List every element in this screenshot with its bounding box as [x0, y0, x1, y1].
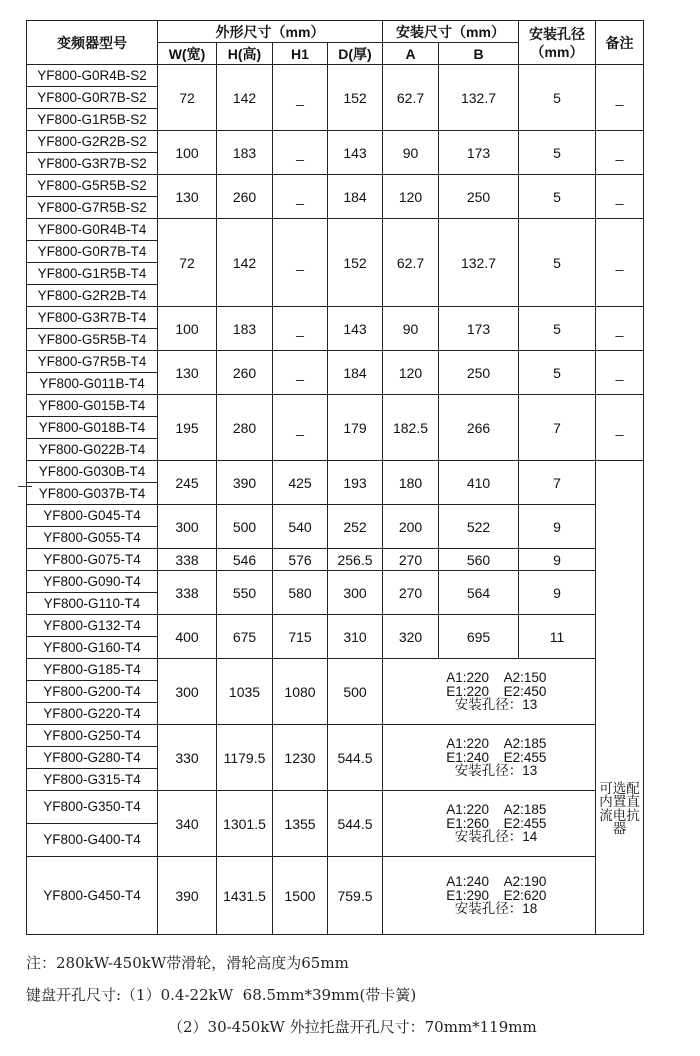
install-a-cell: 62.7: [383, 65, 439, 131]
remark-cell: _: [596, 307, 644, 351]
dim-h1-cell: 540: [273, 505, 328, 549]
model-cell: YF800-G250-T4: [27, 725, 158, 747]
model-cell: YF800-G185-T4: [27, 659, 158, 681]
table-row: [27, 461, 644, 483]
install-b-cell: 132.7: [439, 219, 519, 307]
hole-diameter-cell: 9: [519, 549, 596, 571]
header-a: A: [383, 43, 439, 65]
dim-w-cell: 340: [158, 791, 217, 857]
remark-cell: _: [596, 395, 644, 461]
dimensions-table: [26, 20, 644, 935]
hole-diameter-cell: 7: [519, 395, 596, 461]
table-row: [27, 219, 644, 241]
mount-hole: 安装孔径：18: [454, 901, 538, 917]
model-cell: YF800-G022B-T4: [27, 439, 158, 461]
model-cell: YF800-G090-T4: [27, 571, 158, 593]
dim-h-cell: 142: [217, 219, 273, 307]
install-b-cell: 564: [439, 571, 519, 615]
dim-d-cell: 759.5: [328, 857, 383, 935]
dim-h-cell: 550: [217, 571, 273, 615]
mount-spec-cell: [383, 791, 596, 857]
dim-d-cell: 300: [328, 571, 383, 615]
mount-e1: E1:240: [446, 749, 489, 765]
dim-d-cell: 152: [328, 219, 383, 307]
dim-h1-cell: _: [273, 351, 328, 395]
table-row: [27, 351, 644, 373]
mount-a1: A1:220: [446, 670, 489, 686]
mount-a2: A2:185: [503, 736, 547, 752]
hole-diameter-cell: 9: [519, 505, 596, 549]
remark-cell: _: [596, 351, 644, 395]
dim-h1-cell: _: [273, 219, 328, 307]
table-row: [27, 791, 644, 824]
model-cell: YF800-G037B-T4: [27, 483, 158, 505]
hole-diameter-cell: 5: [519, 351, 596, 395]
dim-h-cell: 1179.5: [217, 725, 273, 791]
hole-diameter-cell: 5: [519, 175, 596, 219]
install-a-cell: 182.5: [383, 395, 439, 461]
install-a-cell: 120: [383, 351, 439, 395]
install-a-cell: 270: [383, 549, 439, 571]
remark-cell: _: [596, 175, 644, 219]
header-h: H(高): [217, 43, 273, 65]
dim-w-cell: 130: [158, 175, 217, 219]
mount-e1: E1:290: [446, 887, 489, 903]
mount-e2: E2:455: [503, 815, 547, 831]
dim-w-cell: 195: [158, 395, 217, 461]
dim-h-cell: 675: [217, 615, 273, 659]
mount-hole: 安装孔径：13: [454, 697, 538, 713]
table-row: [27, 175, 644, 197]
table-row: [27, 615, 644, 637]
model-cell: YF800-G220-T4: [27, 703, 158, 725]
model-cell: YF800-G0R4B-T4: [27, 219, 158, 241]
dim-d-cell: 252: [328, 505, 383, 549]
install-a-cell: 62.7: [383, 219, 439, 307]
dim-h-cell: 280: [217, 395, 273, 461]
install-b-cell: 695: [439, 615, 519, 659]
install-b-cell: 266: [439, 395, 519, 461]
dim-w-cell: 338: [158, 571, 217, 615]
table-row: [27, 505, 644, 527]
header-install-dims: 安装尺寸（mm）: [383, 21, 519, 43]
dim-h-cell: 1301.5: [217, 791, 273, 857]
mount-e2: E2:455: [503, 749, 547, 765]
dim-d-cell: 544.5: [328, 791, 383, 857]
header-model: 变频器型号: [27, 21, 158, 65]
model-cell: YF800-G075-T4: [27, 549, 158, 571]
dim-w-cell: 245: [158, 461, 217, 505]
dim-h1-cell: 580: [273, 571, 328, 615]
hole-diameter-cell: 5: [519, 131, 596, 175]
dim-h1-cell: _: [273, 395, 328, 461]
header-hole-diameter: [519, 21, 596, 65]
model-cell: YF800-G280-T4: [27, 747, 158, 769]
hole-diameter-cell: 5: [519, 219, 596, 307]
remark-cell: _: [596, 219, 644, 307]
hole-diameter-cell: 5: [519, 65, 596, 131]
header-d: D(厚): [328, 43, 383, 65]
hole-diameter-cell: 9: [519, 571, 596, 615]
install-b-cell: 173: [439, 131, 519, 175]
table-row: [27, 725, 644, 747]
dim-h1-cell: _: [273, 175, 328, 219]
remark-cell: _: [596, 131, 644, 175]
dim-h-cell: 1035: [217, 659, 273, 725]
dim-d-cell: 152: [328, 65, 383, 131]
hole-diameter-cell: 5: [519, 307, 596, 351]
header-h1: H1: [273, 43, 328, 65]
install-b-cell: 173: [439, 307, 519, 351]
dim-h-cell: 142: [217, 65, 273, 131]
install-b-cell: 522: [439, 505, 519, 549]
dim-h1-cell: _: [273, 131, 328, 175]
dim-d-cell: 179: [328, 395, 383, 461]
dim-h-cell: 260: [217, 175, 273, 219]
table-row: [27, 395, 644, 417]
model-cell: YF800-G0R4B-S2: [27, 65, 158, 87]
dim-w-cell: 390: [158, 857, 217, 935]
model-cell: YF800-G110-T4: [27, 593, 158, 615]
install-b-cell: 410: [439, 461, 519, 505]
model-cell: YF800-G3R7B-T4: [27, 307, 158, 329]
mount-a2: A2:150: [503, 670, 547, 686]
table-row: [27, 131, 644, 153]
shared-remark-cell: [596, 461, 644, 935]
dim-d-cell: 184: [328, 175, 383, 219]
model-cell: YF800-G0R7B-T4: [27, 241, 158, 263]
model-cell: YF800-G350-T4: [27, 791, 158, 824]
mount-e1: E1:220: [446, 683, 489, 699]
model-cell: YF800-G018B-T4: [27, 417, 158, 439]
header-w: W(宽): [158, 43, 217, 65]
dim-w-cell: 100: [158, 307, 217, 351]
dim-w-cell: 330: [158, 725, 217, 791]
hole-diameter-cell: 11: [519, 615, 596, 659]
dim-d-cell: 256.5: [328, 549, 383, 571]
header-b: B: [439, 43, 519, 65]
dim-h-cell: 183: [217, 307, 273, 351]
mount-e1: E1:260: [446, 815, 489, 831]
install-a-cell: 270: [383, 571, 439, 615]
note-line-2: 键盘开孔尺寸:（1）0.4-22kW 68.5mm*39mm(带卡簧): [26, 986, 417, 1004]
model-cell: YF800-G045-T4: [27, 505, 158, 527]
dim-h-cell: 1431.5: [217, 857, 273, 935]
dim-h1-cell: 425: [273, 461, 328, 505]
table-body: [27, 65, 644, 935]
model-cell: YF800-G200-T4: [27, 681, 158, 703]
install-a-cell: 200: [383, 505, 439, 549]
table-row: [27, 857, 644, 935]
model-cell: YF800-G0R7B-S2: [27, 87, 158, 109]
mount-spec-cell: [383, 659, 596, 725]
install-a-cell: 90: [383, 307, 439, 351]
dim-d-cell: 143: [328, 131, 383, 175]
model-cell: YF800-G7R5B-S2: [27, 197, 158, 219]
dim-h-cell: 183: [217, 131, 273, 175]
model-cell: YF800-G055-T4: [27, 527, 158, 549]
dim-h1-cell: 1500: [273, 857, 328, 935]
note-line-3: （2）30-450kW 外拉托盘开孔尺寸：70mm*119mm: [168, 1018, 537, 1036]
dim-w-cell: 338: [158, 549, 217, 571]
mount-spec-cell: [383, 725, 596, 791]
model-cell: YF800-G5R5B-T4: [27, 329, 158, 351]
model-cell: YF800-G5R5B-S2: [27, 175, 158, 197]
model-cell: YF800-G400-T4: [27, 824, 158, 857]
model-cell: YF800-G015B-T4: [27, 395, 158, 417]
header-outer-dims: 外形尺寸（mm）: [158, 21, 383, 43]
mount-a1: A1:240: [446, 874, 489, 890]
model-cell: YF800-G011B-T4: [27, 373, 158, 395]
mount-a2: A2:190: [503, 874, 547, 890]
hole-diameter-cell: 7: [519, 461, 596, 505]
dim-w-cell: 100: [158, 131, 217, 175]
dim-d-cell: 500: [328, 659, 383, 725]
dim-w-cell: 300: [158, 505, 217, 549]
model-cell: YF800-G315-T4: [27, 769, 158, 791]
mount-a1: A1:220: [446, 736, 489, 752]
table-row: [27, 549, 644, 571]
dim-d-cell: 544.5: [328, 725, 383, 791]
header-remark: 备注: [596, 21, 644, 65]
model-cell: YF800-G1R5B-S2: [27, 109, 158, 131]
model-cell: YF800-G7R5B-T4: [27, 351, 158, 373]
dim-h1-cell: 576: [273, 549, 328, 571]
dim-d-cell: 193: [328, 461, 383, 505]
install-a-cell: 320: [383, 615, 439, 659]
mount-a2: A2:185: [503, 802, 547, 818]
dim-d-cell: 184: [328, 351, 383, 395]
table-row: [27, 65, 644, 87]
install-b-cell: 250: [439, 351, 519, 395]
mount-a1: A1:220: [446, 802, 489, 818]
model-cell: YF800-G450-T4: [27, 857, 158, 935]
mount-spec-cell: [383, 857, 596, 935]
dim-w-cell: 400: [158, 615, 217, 659]
table-row: [27, 307, 644, 329]
install-a-cell: 180: [383, 461, 439, 505]
install-a-cell: 120: [383, 175, 439, 219]
dim-h-cell: 390: [217, 461, 273, 505]
table-row: [27, 571, 644, 593]
install-b-cell: 560: [439, 549, 519, 571]
dim-h1-cell: 715: [273, 615, 328, 659]
dim-d-cell: 310: [328, 615, 383, 659]
notes: [26, 952, 537, 1048]
mount-hole: 安装孔径：14: [454, 829, 538, 845]
header-hole-line2: （mm）: [530, 43, 584, 60]
dim-w-cell: 72: [158, 219, 217, 307]
dim-h1-cell: 1080: [273, 659, 328, 725]
dim-d-cell: 143: [328, 307, 383, 351]
model-cell: YF800-G132-T4: [27, 615, 158, 637]
model-cell: YF800-G2R2B-S2: [27, 131, 158, 153]
mount-hole: 安装孔径：13: [454, 763, 538, 779]
header-hole-line1: 安装孔径: [529, 25, 585, 42]
dim-w-cell: 300: [158, 659, 217, 725]
install-a-cell: 90: [383, 131, 439, 175]
model-cell: YF800-G3R7B-S2: [27, 153, 158, 175]
model-cell: YF800-G1R5B-T4: [27, 263, 158, 285]
install-b-cell: 132.7: [439, 65, 519, 131]
install-b-cell: 250: [439, 175, 519, 219]
dim-h-cell: 260: [217, 351, 273, 395]
mount-e2: E2:620: [503, 887, 547, 903]
dim-h1-cell: 1355: [273, 791, 328, 857]
dim-h-cell: 500: [217, 505, 273, 549]
shared-remark-text: 可选配内置直流电抗器: [599, 780, 640, 836]
remark-cell: _: [596, 65, 644, 131]
dim-h1-cell: _: [273, 65, 328, 131]
note-line-1: 注：280kW-450kW带滑轮，滑轮高度为65mm: [26, 954, 349, 972]
model-cell: YF800-G030B-T4: [27, 461, 158, 483]
mount-e2: E2:450: [503, 683, 547, 699]
dim-h1-cell: 1230: [273, 725, 328, 791]
table-row: [27, 659, 644, 681]
model-cell: YF800-G2R2B-T4: [27, 285, 158, 307]
dim-w-cell: 130: [158, 351, 217, 395]
dim-h-cell: 546: [217, 549, 273, 571]
dim-w-cell: 72: [158, 65, 217, 131]
dim-h1-cell: _: [273, 307, 328, 351]
model-cell: YF800-G160-T4: [27, 637, 158, 659]
